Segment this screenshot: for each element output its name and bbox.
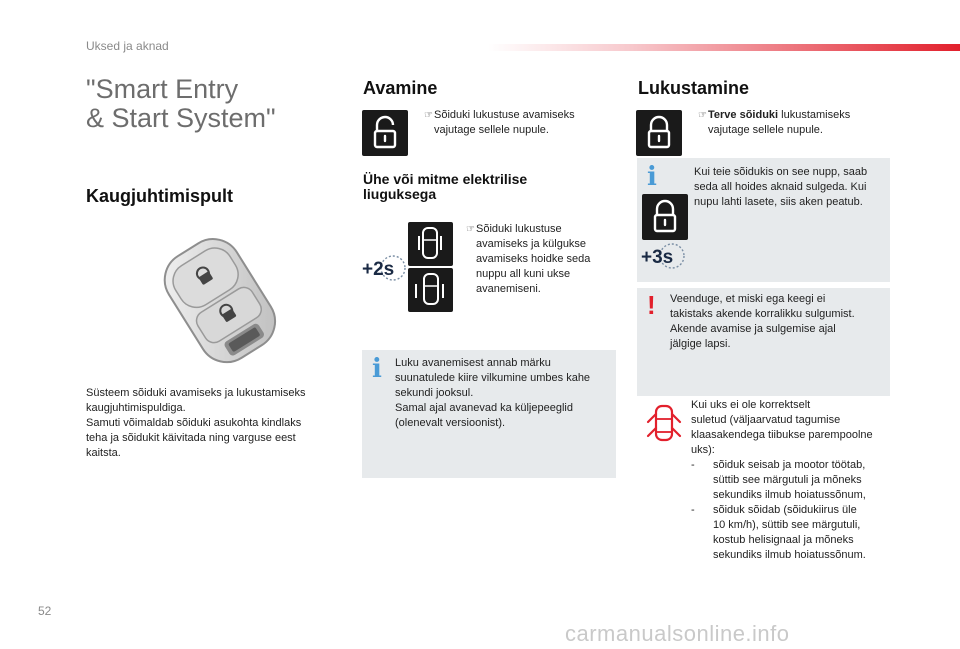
text-line: Samuti võimaldab sõiduki asukohta kindlaks	[86, 417, 302, 429]
hold-3s-label: +3s	[641, 247, 674, 268]
unlocking-heading: Avamine	[363, 78, 438, 98]
window-info-text	[694, 165, 888, 210]
info-icon: i	[647, 162, 657, 192]
bullet-icon: ☞	[466, 224, 475, 235]
text-line: uks):	[691, 444, 715, 456]
text-line: Süsteem sõiduki avamiseks ja lukustamiseks	[86, 387, 306, 399]
text-line: sekundi jooksul.	[395, 387, 474, 399]
lock-button-tile	[642, 194, 688, 240]
hold-2s-label: +2s	[362, 259, 395, 280]
unlock-icon	[362, 110, 408, 156]
text-line: sekundiks ilmub hoiatussõnum.	[713, 549, 866, 561]
text-line	[708, 108, 888, 123]
text-line: 10 km/h), süttib see märgutuli,	[713, 519, 861, 531]
warning-icon: !	[647, 290, 656, 320]
text-line: Sõiduki lukustuse avamiseks	[434, 109, 575, 121]
window-warning-box	[637, 288, 890, 396]
header-accent-line	[488, 44, 960, 51]
list-item	[691, 503, 896, 563]
dash-marker: -	[691, 504, 695, 516]
bold-text: Terve sõiduki	[708, 109, 779, 121]
text-line: seda all hoides aknaid sulgeda. Kui	[694, 181, 867, 193]
door-open-warning-icon	[644, 402, 684, 444]
section-header: Uksed ja aknad	[86, 39, 169, 53]
lock-instruction	[698, 108, 888, 138]
text-span: lukustamiseks	[778, 109, 851, 121]
hold-2s-badge	[360, 254, 410, 289]
sliding-door-tile-closed	[408, 222, 453, 266]
text-line: klaasakendega tiibukse parempoolne	[691, 429, 873, 441]
text-line: teha ja sõidukit käivitada ning varguse eest	[86, 432, 296, 444]
unlock-button-tile	[362, 110, 408, 156]
bullet-icon: ☞	[698, 110, 707, 121]
text-line: jälgige lapsi.	[670, 338, 731, 350]
unlock-info-text	[395, 356, 613, 431]
text-line: sõiduk seisab ja mootor töötab,	[713, 459, 866, 471]
text-line: nuppu all kuni ukse	[476, 268, 571, 280]
door-open-text	[691, 398, 896, 563]
list-item	[691, 458, 896, 503]
timer-icon	[360, 254, 410, 284]
text-line: Luku avanemisest annab märku	[395, 357, 551, 369]
window-info-box	[637, 158, 890, 282]
page-number: 52	[38, 604, 52, 618]
window-warning-text	[670, 292, 888, 352]
lock-icon	[642, 194, 688, 240]
text-line: kaugjuhtimispuldiga.	[86, 402, 186, 414]
unlock-info-box	[362, 350, 616, 478]
text-line: Kui teie sõidukis on see nupp, saab	[694, 166, 868, 178]
text-line: kostub helisignaal ja mõneks	[713, 534, 854, 546]
text-line: avamiseks hoidke seda	[476, 253, 591, 265]
text-line: takistaks akende korralikku sulgumist.	[670, 308, 855, 320]
lock-icon	[636, 110, 682, 156]
text-line: Akende avamise ja sulgemise ajal	[670, 323, 836, 335]
timer-icon	[639, 242, 689, 272]
text-line: suletud (väljaarvatud tagumise	[691, 414, 841, 426]
text-line: suunatulede kiire vilkumine umbes kahe	[395, 372, 591, 384]
car-sliding-door-icon	[408, 222, 453, 266]
unlock-instruction	[424, 108, 614, 138]
text-line: sõiduk sõidab (sõidukiirus üle	[713, 504, 857, 516]
sliding-door-tile-open	[408, 268, 453, 312]
text-line: vajutage sellele nupule.	[434, 124, 549, 136]
dash-marker: -	[691, 459, 695, 471]
remote-key-image	[140, 222, 300, 377]
hold-3s-badge	[639, 242, 689, 277]
text-line: nupu lahti lasete, siis aken peatub.	[694, 196, 863, 208]
sliding-door-instruction	[466, 222, 616, 297]
info-icon: i	[372, 354, 382, 384]
text-line: vajutage sellele nupule.	[708, 124, 823, 136]
text-line: sekundiks ilmub hoiatussõnum,	[713, 489, 866, 501]
car-sliding-door-icon	[408, 268, 453, 312]
text-line: süttib see märgutuli ja mõneks	[713, 474, 862, 486]
remote-control-heading: Kaugjuhtimispult	[86, 186, 233, 206]
text-line: Sõiduki lukustuse	[476, 223, 562, 235]
text-line: Kui uks ei ole korrektselt	[691, 399, 811, 411]
text-line: Samal ajal avanevad ka küljepeeglid	[395, 402, 573, 414]
remote-description	[86, 386, 346, 461]
page-title: "Smart Entry & Start System"	[86, 74, 276, 133]
watermark: carmanualsonline.info	[565, 621, 790, 646]
sliding-door-heading: Ühe või mitme elektrilise liuguksega	[363, 171, 528, 202]
remote-key-icon	[140, 222, 300, 372]
text-line: kaitsta.	[86, 447, 121, 459]
text-line: (olenevalt versioonist).	[395, 417, 506, 429]
text-line: avanemiseni.	[476, 283, 541, 295]
lock-button-tile	[636, 110, 682, 156]
locking-heading: Lukustamine	[638, 78, 750, 98]
door-open-warning-light	[644, 402, 684, 449]
text-line: avamiseks ja külgukse	[476, 238, 587, 250]
text-line: Veenduge, et miski ega keegi ei	[670, 293, 826, 305]
bullet-icon: ☞	[424, 110, 433, 121]
